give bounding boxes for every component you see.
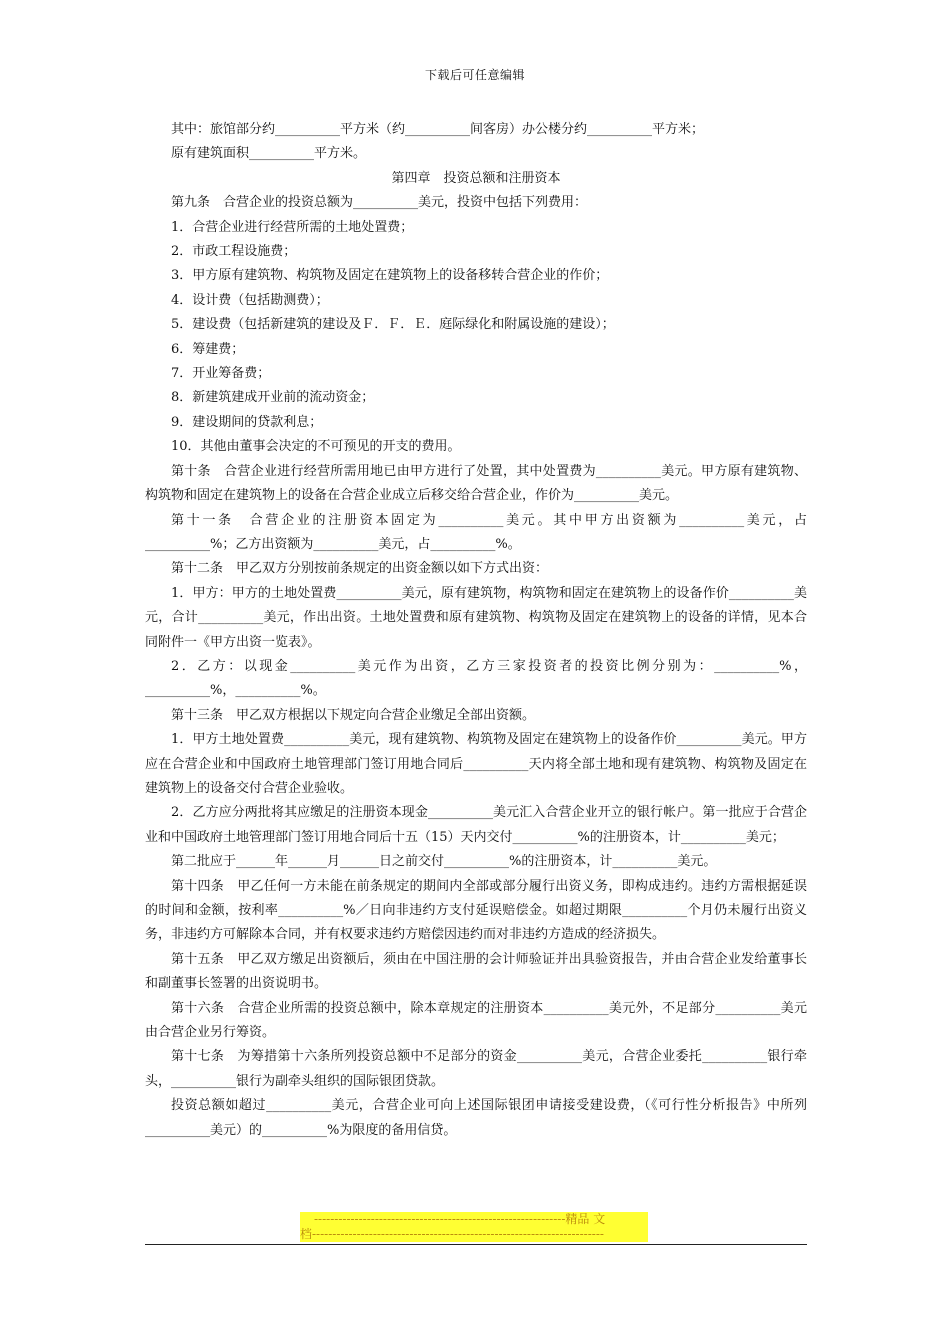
paragraph: 其中：旅馆部分约__________平方米（约__________间客房）办公楼分约__________平方米； [171,122,705,137]
list-item: 1．合营企业进行经营所需的土地处置费； [171,219,414,235]
paragraph: 第十六条 合营企业所需的投资总额中，除本章规定的注册资本__________美元外，不足部分__________美元由合营企业另行筹资。 [145,1000,807,1041]
list-item: 2．乙方：以现金__________美元作为出资，乙方三家投资者的投资比例分别为：__________%，__________%，__________%。 [145,658,807,699]
list-item: 5．建设费（包括新建筑的建设及Ｆ．Ｆ．Ｅ．庭际绿化和附属设施的建设）； [171,317,615,333]
list-item: 7．开业筹备费； [171,366,271,382]
paragraph: 第九条 合营企业的投资总额为__________美元，投资中包括下列费用： [171,195,588,211]
list-item: 1．甲方土地处置费__________美元，现有建筑物、构筑物及固定在建筑物上的设备作价__________美元。甲方应在合营企业和中国政府土地管理部门签订用地合同后__________天内将全部土地和现有建筑物、构筑物及固定在建筑物上的设备交付合营企业验收。 [145,732,807,796]
list-item: 8．新建筑建成开业前的流动资金； [171,390,375,406]
paragraph: 第十一条 合营企业的注册资本固定为__________美元。其中甲方出资额为__________美元，占__________%；乙方出资额为__________美元，占__________%。 [145,512,807,552]
list-item: 4．设计费（包括勘测费）； [171,292,329,308]
document-body [145,118,807,1143]
paragraph: 第十三条 甲乙双方根据以下规定向合营企业缴足全部出资额。 [171,707,536,723]
footer-line-2: 档------------------------------------------------------------------------ [300,1227,604,1241]
list-item: 9．建设期间的贷款利息； [171,414,323,430]
list-item: 2．乙方应分两批将其应缴足的注册资本现金__________美元汇入合营企业开立的银行帐户。第一批应于合营企业和中国政府土地管理部门签订用地合同后十五（15）天内交付__________%的注册资本，计__________美元； [145,805,807,845]
footer-divider [145,1244,807,1245]
paragraph: 原有建筑面积__________平方米。 [171,146,367,162]
page-header: 下载后可任意编辑 [424,68,525,82]
paragraph: 第十五条 甲乙双方缴足出资额后，须由在中国注册的会计师验证并出具验资报告，并由合营企业发给董事长和副董事长签署的出资说明书。 [145,951,807,992]
list-item: 2．市政工程设施费； [171,244,297,260]
chapter-heading: 第四章 投资总额和注册资本 [391,170,561,186]
paragraph: 第十四条 甲乙任何一方未能在前条规定的期间内全部或部分履行出资义务，即构成违约。违约方需根据延误的时间和金额，按利率__________%／日向非违约方支付延误赔偿金。如超过期限__________个月仍未履行出资义务，非违约方可解除本合同，并有权要求违约方赔偿因违约而对非违约方造成的经济损失。 [145,878,807,943]
list-item: 10．其他由董事会决定的不可预见的开支的费用。 [171,439,461,455]
list-item: 6．筹建费； [171,341,245,357]
list-item: 1．甲方：甲方的土地处置费__________美元，原有建筑物，构筑物和固定在建筑物上的设备作价__________美元，合计__________美元，作出出资。土地处置费和原有建筑物、构筑物及固定在建筑物上的设备的详情，见本合同附件一《甲方出资一览表》。 [145,585,807,650]
list-item: 3．甲方原有建筑物、构筑物及固定在建筑物上的设备移转合营企业的作价； [171,268,609,284]
paragraph: 第二批应于______年______月______日之前交付__________%的注册资本，计__________美元。 [171,854,717,870]
footer-line-1: --------------------------------------------------------------精品 文 [314,1212,606,1226]
paragraph: 第十七条 为筹措第十六条所列投资总额中不足部分的资金__________美元，合营企业委托__________银行牵头，__________银行为副牵头组织的国际银团贷款。 [145,1049,807,1089]
footer-watermark-band [300,1212,648,1242]
paragraph: 第十条 合营企业进行经营所需用地已由甲方进行了处置，其中处置费为__________美元。甲方原有建筑物、构筑物和固定在建筑物上的设备在合营企业成立后移交给合营企业，作价为__________美元。 [145,463,807,504]
paragraph: 第十二条 甲乙双方分别按前条规定的出资金额以如下方式出资： [171,561,549,577]
paragraph: 投资总额如超过__________美元，合营企业可向上述国际银团申请接受建设费，（《可行性分析报告》中所列__________美元）的__________%为限度的备用信贷。 [145,1098,807,1138]
